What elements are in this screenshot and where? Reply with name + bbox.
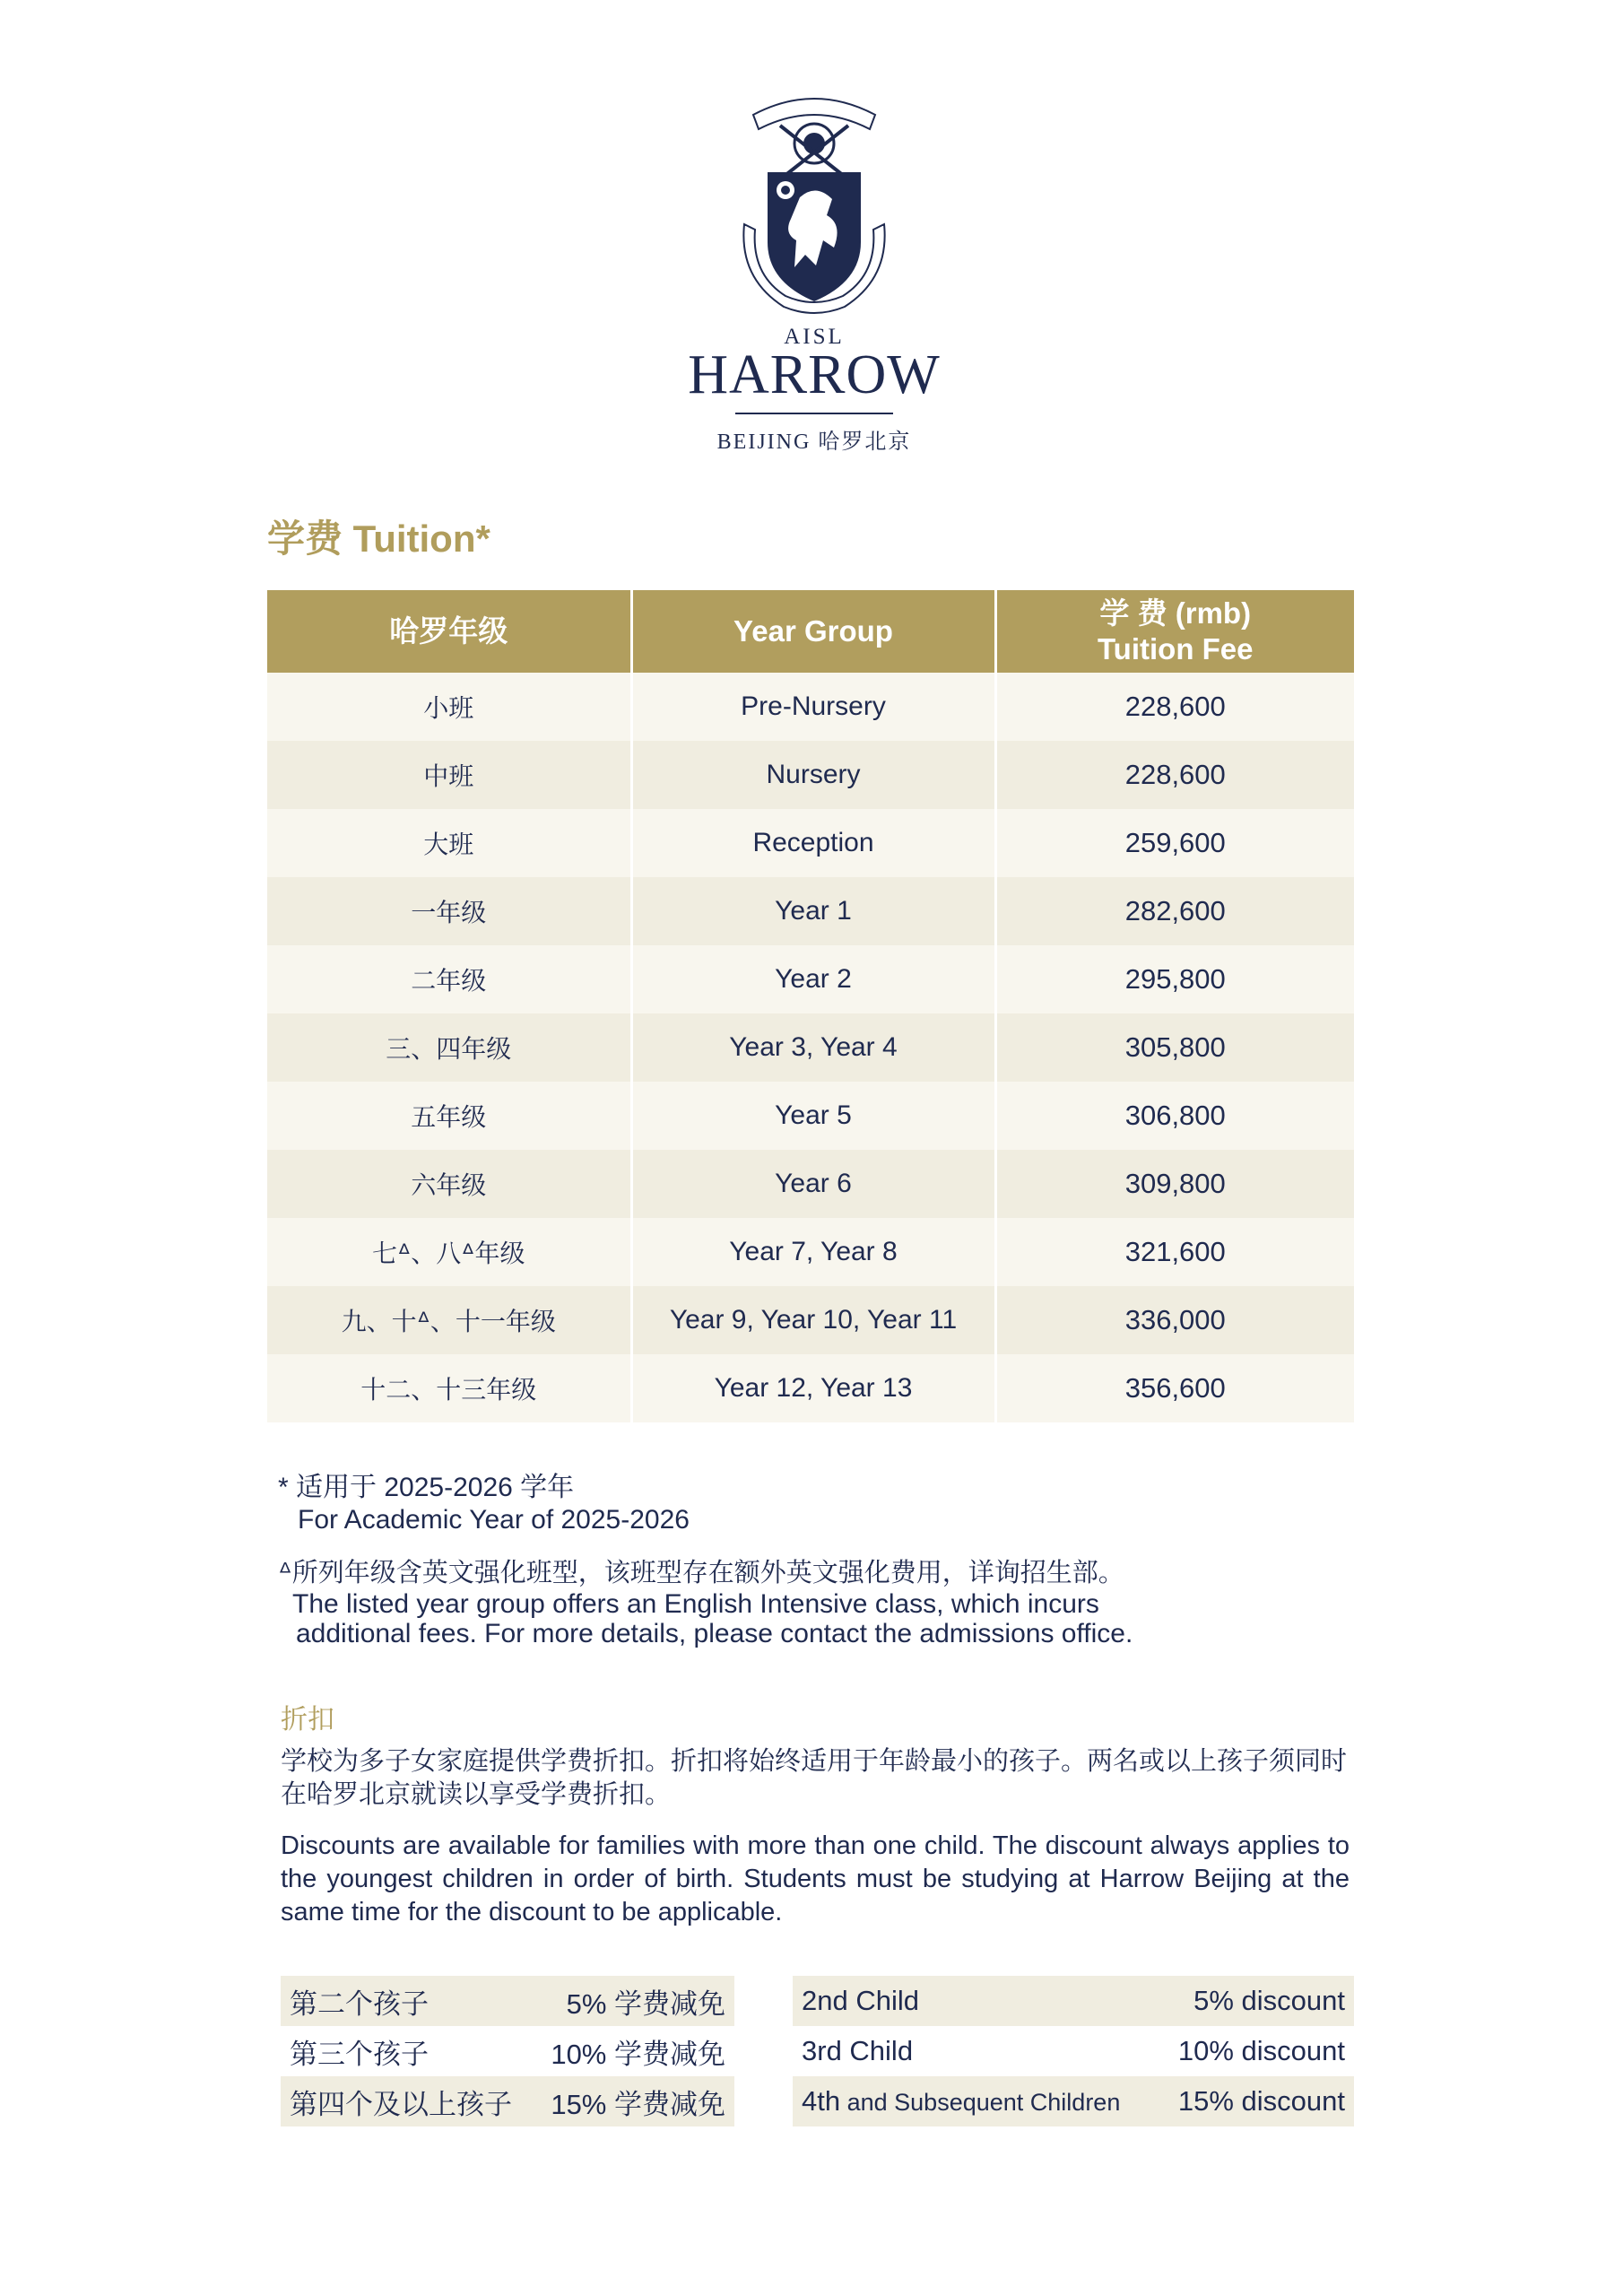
note-asterisk-en: For Academic Year of 2025-2026 bbox=[298, 1505, 690, 1535]
header-tuition-fee bbox=[995, 590, 1354, 673]
logo-divider bbox=[735, 413, 893, 414]
tuition-row bbox=[267, 945, 1354, 1013]
tuition-table bbox=[267, 590, 1354, 1422]
tuition-cell-fee: 356,600 bbox=[995, 1354, 1354, 1422]
tuition-cell-fee: 309,800 bbox=[995, 1150, 1354, 1218]
header-fee-line1: 学 费 (rmb) bbox=[1099, 596, 1252, 631]
tuition-row bbox=[267, 1286, 1354, 1354]
note-delta-en-2: additional fees. For more details, please contact the admissions office. bbox=[296, 1619, 1133, 1648]
discount-table-en bbox=[793, 1976, 1354, 2126]
school-logo bbox=[688, 90, 941, 466]
note-delta-cn: ᐞ所列年级含英文强化班型，该班型存在额外英文强化费用，详询招生部。 bbox=[278, 1559, 1124, 1587]
tuition-cell-cn-grade: 小班 bbox=[267, 673, 631, 741]
tuition-cell-fee: 306,800 bbox=[995, 1082, 1354, 1150]
tuition-cell-year-group: Reception bbox=[631, 809, 995, 877]
discount-label-en: 3rd Child bbox=[793, 2026, 1155, 2076]
discount-value-cn: 5% 学费减免 bbox=[533, 1976, 734, 2026]
tuition-cell-fee: 228,600 bbox=[995, 741, 1354, 809]
tuition-cell-cn-grade: 五年级 bbox=[267, 1082, 631, 1150]
tuition-cell-cn-grade: 大班 bbox=[267, 809, 631, 877]
tuition-cell-year-group: Year 6 bbox=[631, 1150, 995, 1218]
discount-label-cn: 第二个孩子 bbox=[281, 1976, 533, 2026]
tuition-cell-year-group: Year 12, Year 13 bbox=[631, 1354, 995, 1422]
tuition-cell-year-group: Year 7, Year 8 bbox=[631, 1218, 995, 1286]
discount-value-en: 15% discount bbox=[1155, 2076, 1354, 2126]
tuition-row bbox=[267, 1354, 1354, 1422]
header-cn-grade: 哈罗年级 bbox=[267, 590, 631, 673]
tuition-cell-year-group: Pre-Nursery bbox=[631, 673, 995, 741]
tuition-cell-year-group: Nursery bbox=[631, 741, 995, 809]
discount-label-cn: 第三个孩子 bbox=[281, 2026, 533, 2076]
discount-label-en bbox=[793, 2076, 1155, 2126]
discount-row-cn bbox=[281, 2076, 734, 2126]
discount-heading: 折扣 bbox=[281, 1705, 334, 1735]
tuition-cell-year-group: Year 9, Year 10, Year 11 bbox=[631, 1286, 995, 1354]
discount-value-cn: 10% 学费减免 bbox=[533, 2026, 734, 2076]
page-title: 学费 Tuition* bbox=[267, 517, 490, 560]
tuition-row bbox=[267, 1082, 1354, 1150]
tuition-row bbox=[267, 1150, 1354, 1218]
tuition-cell-fee: 321,600 bbox=[995, 1218, 1354, 1286]
logo-beijing-text: BEIJING 哈罗北京 bbox=[716, 430, 912, 454]
tuition-cell-fee: 282,600 bbox=[995, 877, 1354, 945]
discount-row-en bbox=[793, 2076, 1354, 2126]
logo-aisl-text: AISL bbox=[784, 325, 845, 349]
school-crest-icon bbox=[690, 90, 938, 323]
tuition-cell-fee: 259,600 bbox=[995, 809, 1354, 877]
tuition-row bbox=[267, 809, 1354, 877]
discount-row-cn bbox=[281, 1976, 734, 2026]
tuition-cell-fee: 336,000 bbox=[995, 1286, 1354, 1354]
tuition-row bbox=[267, 877, 1354, 945]
discount-paragraph-en: Discounts are available for families with more than one child. The discount always applies to the youngest children in order of birth. Students must be studying at Harrow Beijing at the same time for the discount to be applicable. bbox=[281, 1831, 1350, 1926]
tuition-cell-cn-grade: 十二、十三年级 bbox=[267, 1354, 631, 1422]
tuition-row bbox=[267, 1013, 1354, 1082]
discount-table-cn bbox=[281, 1976, 734, 2126]
tuition-table-header bbox=[267, 590, 1354, 673]
discount-row-en bbox=[793, 1976, 1354, 2026]
tuition-row bbox=[267, 673, 1354, 741]
discount-row-en bbox=[793, 2026, 1354, 2076]
logo-harrow-text: HARROW bbox=[688, 344, 941, 405]
discount-row-cn bbox=[281, 2026, 734, 2076]
tuition-cell-year-group: Year 2 bbox=[631, 945, 995, 1013]
tuition-cell-year-group: Year 1 bbox=[631, 877, 995, 945]
tuition-cell-fee: 228,600 bbox=[995, 673, 1354, 741]
header-fee-line2: Tuition Fee bbox=[1097, 632, 1254, 665]
tuition-cell-cn-grade: 二年级 bbox=[267, 945, 631, 1013]
tuition-cell-cn-grade: 七ᐞ、八ᐞ年级 bbox=[267, 1218, 631, 1286]
discount-value-cn: 15% 学费减免 bbox=[533, 2076, 734, 2126]
note-delta-en-1: The listed year group offers an English Intensive class, which incurs bbox=[292, 1589, 1099, 1619]
discount-label-en-rest: and Subsequent Children bbox=[840, 2089, 1121, 2116]
tuition-cell-cn-grade: 九、十ᐞ、十一年级 bbox=[267, 1286, 631, 1354]
tuition-cell-cn-grade: 六年级 bbox=[267, 1150, 631, 1218]
discount-label-cn: 第四个及以上孩子 bbox=[281, 2076, 533, 2126]
tuition-cell-fee: 305,800 bbox=[995, 1013, 1354, 1082]
discount-value-en: 10% discount bbox=[1155, 2026, 1354, 2076]
discount-paragraph-cn: 学校为多子女家庭提供学费折扣。折扣将始终适用于年龄最小的孩子。两名或以上孩子须同时在哈罗北京就读以享受学费折扣。 bbox=[281, 1747, 1348, 1809]
header-year-group: Year Group bbox=[631, 590, 995, 673]
tuition-cell-cn-grade: 一年级 bbox=[267, 877, 631, 945]
tuition-cell-fee: 295,800 bbox=[995, 945, 1354, 1013]
tuition-row bbox=[267, 1218, 1354, 1286]
tuition-row bbox=[267, 741, 1354, 809]
discount-value-en: 5% discount bbox=[1155, 1976, 1354, 2026]
tuition-cell-year-group: Year 3, Year 4 bbox=[631, 1013, 995, 1082]
discount-label-en: 2nd Child bbox=[793, 1976, 1155, 2026]
tuition-cell-cn-grade: 中班 bbox=[267, 741, 631, 809]
tuition-cell-year-group: Year 5 bbox=[631, 1082, 995, 1150]
tuition-cell-cn-grade: 三、四年级 bbox=[267, 1013, 631, 1082]
discount-label-en-prefix: 4th bbox=[802, 2085, 841, 2117]
note-asterisk-cn: * 适用于 2025-2026 学年 bbox=[278, 1473, 575, 1502]
